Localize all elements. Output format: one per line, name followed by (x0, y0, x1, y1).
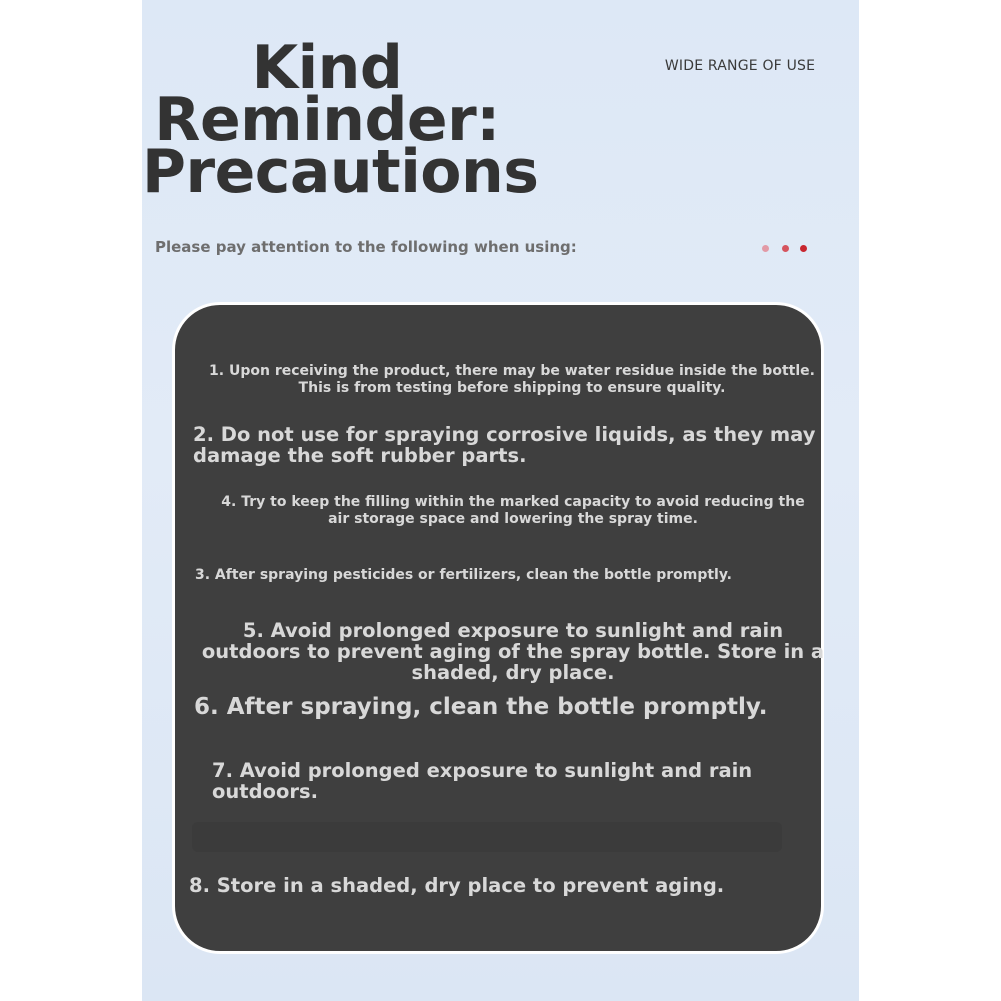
dot-icon (800, 245, 807, 252)
title-line-3: Precautions (142, 137, 539, 207)
page-title (142, 33, 539, 207)
subtitle: Please pay attention to the following when using: (155, 238, 577, 256)
faded-text-artifact (192, 822, 782, 852)
precaution-item-2: 2. Do not use for spraying corrosive liquids, as they may damage the soft rubber parts. (193, 423, 816, 467)
precaution-item-8: 8. Store in a shaded, dry place to prevent aging. (189, 874, 725, 897)
precaution-item-3: 3. After spraying pesticides or fertilizers, clean the bottle promptly. (195, 567, 733, 583)
tagline: WIDE RANGE OF USE (664, 58, 816, 74)
precaution-item-1: 1. Upon receiving the product, there may be water residue inside the bottle. This is from testing before shipping to ensure quality. (209, 363, 815, 396)
title-line-2: Reminder: (154, 85, 500, 155)
dot-icon (762, 245, 769, 252)
dot-icon (782, 245, 789, 252)
precaution-item-6: 6. After spraying, clean the bottle promptly. (194, 694, 768, 720)
precaution-item-5: 5. Avoid prolonged exposure to sunlight and rain outdoors to prevent aging of the spray bottle. Store in a shaded, dry place. (201, 619, 825, 684)
precaution-item-7: 7. Avoid prolonged exposure to sunlight and rain outdoors. (212, 759, 753, 803)
title-line-1: Kind (251, 33, 403, 103)
precaution-item-4: 4. Try to keep the filling within the marked capacity to avoid reducing the air storage space and lowering the spray time. (221, 494, 805, 527)
